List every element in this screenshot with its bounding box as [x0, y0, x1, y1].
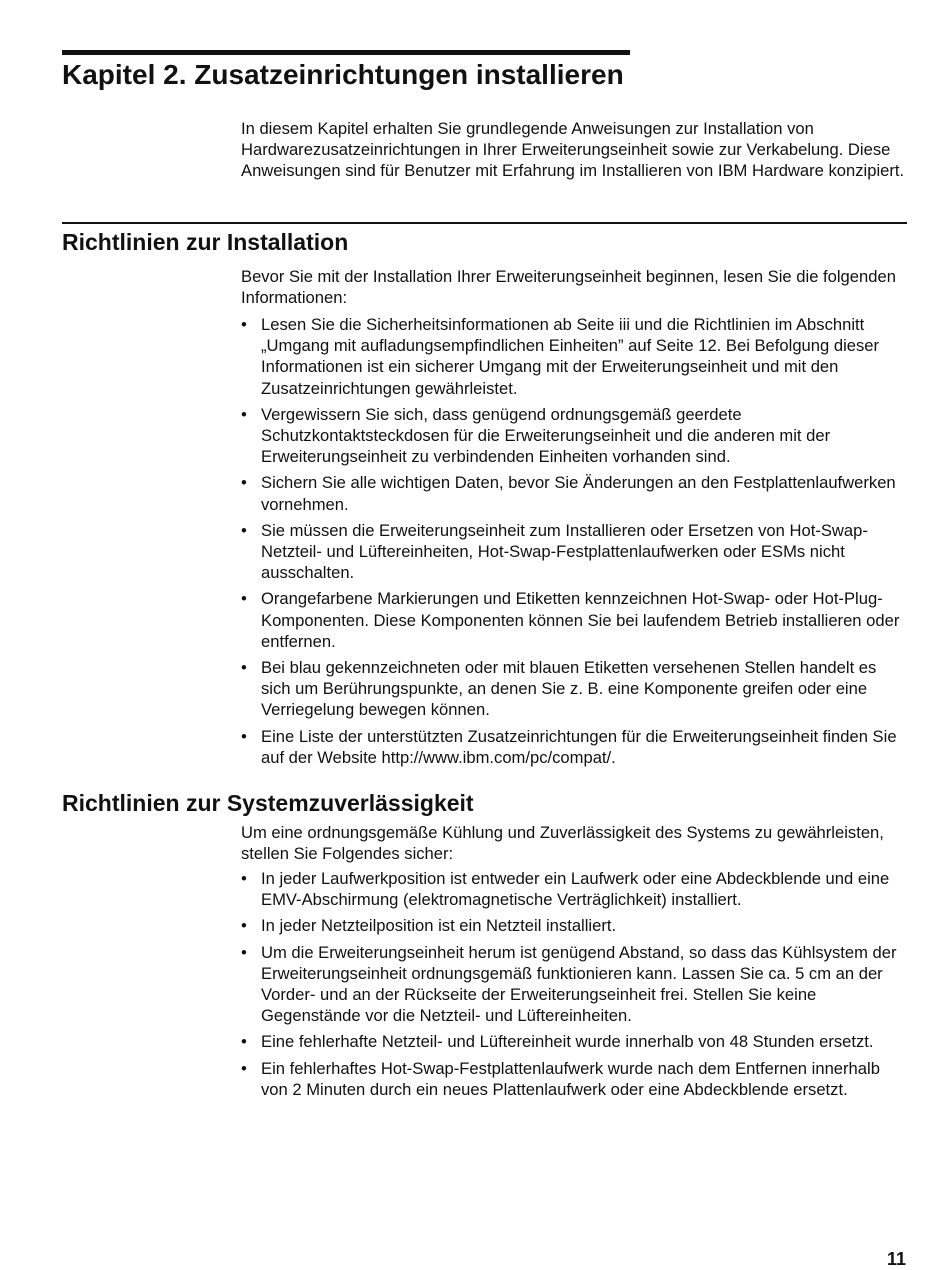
list-item	[241, 868, 905, 910]
bullet: •	[241, 658, 247, 678]
bullet: •	[241, 473, 247, 493]
list-item-text: Sichern Sie alle wichtigen Daten, bevor Sie Änderungen an den Festplattenlaufwerken vornehmen.	[261, 473, 896, 514]
bullet: •	[241, 1058, 247, 1078]
list-item-text: Bei blau gekennzeichneten oder mit blauen Etiketten versehenen Stellen handelt es sich um Berührungspunkte, an denen Sie z. B. eine Komponente greifen oder eine Verriegelung bewegen können.	[261, 658, 877, 720]
bullet: •	[241, 520, 247, 540]
list-item-text: Ein fehlerhaftes Hot-Swap-Festplattenlaufwerk wurde nach dem Entfernen innerhalb von 2 Minuten durch ein neues Plattenlaufwerk oder eine Abdeckblende ersetzt.	[261, 1058, 880, 1099]
reliability-list	[241, 868, 905, 1105]
bullet: •	[241, 404, 247, 424]
page-number: 11	[886, 1249, 906, 1269]
list-item	[241, 1058, 905, 1100]
list-item-text: Eine Liste der unterstützten Zusatzeinrichtungen für die Erweiterungseinheit finden Sie auf der Website http://www.ibm.com/pc/compat/.	[261, 726, 897, 767]
list-item	[241, 657, 905, 721]
installation-heading: Richtlinien zur Installation	[62, 229, 349, 255]
list-item-text: Sie müssen die Erweiterungseinheit zum Installieren oder Ersetzen von Hot-Swap-Netzteil- und Lüftereinheiten, Hot-Swap-Festplattenlaufwerken oder ESMs nicht ausschalten.	[261, 520, 868, 583]
bullet: •	[241, 916, 247, 936]
list-item	[241, 314, 905, 399]
bullet: •	[241, 942, 247, 962]
section-rule	[62, 222, 907, 224]
chapter-rule	[62, 50, 630, 55]
list-item-text: In jeder Netzteilposition ist ein Netzteil installiert.	[261, 916, 617, 936]
list-item-text: Orangefarbene Markierungen und Etiketten kennzeichnen Hot-Swap- oder Hot-Plug-Komponenten. Diese Komponenten können Sie bei laufendem Betrieb installieren oder entfernen.	[261, 589, 900, 651]
list-item	[241, 726, 905, 768]
list-item	[241, 472, 905, 514]
installation-intro: Bevor Sie mit der Installation Ihrer Erweiterungseinheit beginnen, lesen Sie die folgenden Informationen:	[241, 267, 896, 308]
list-item	[241, 404, 905, 468]
list-item-text: Vergewissern Sie sich, dass genügend ordnungsgemäß geerdete Schutzkontaktsteckdosen für die Erweiterungseinheit und die anderen mit der Erweiterungseinheit zu verbindenden Einheiten vorhanden sind.	[261, 404, 831, 467]
bullet: •	[241, 589, 247, 609]
list-item	[241, 588, 905, 652]
reliability-intro: Um eine ordnungsgemäße Kühlung und Zuverlässigkeit des Systems zu gewährleisten, stellen Sie Folgendes sicher:	[241, 823, 884, 864]
list-item-text: Lesen Sie die Sicherheitsinformationen ab Seite iii und die Richtlinien im Abschnitt „Umgang mit aufladungsempfindlichen Einheiten” auf Seite 12. Bei Befolgung dieser Informationen ist ein sicherer Umgang mit der Erweiterungseinheit und mit den Zusatzeinrichtungen gewährleistet.	[261, 315, 880, 398]
list-item	[241, 915, 905, 936]
chapter-title: Kapitel 2. Zusatzeinrichtungen installieren	[62, 59, 624, 90]
bullet: •	[241, 315, 247, 334]
bullet: •	[241, 726, 247, 746]
reliability-heading: Richtlinien zur Systemzuverlässigkeit	[62, 790, 474, 816]
list-item-text: Um die Erweiterungseinheit herum ist genügend Abstand, so dass das Kühlsystem der Erweiterungseinheit ordnungsgemäß funktionieren kann. Lassen Sie ca. 5 cm an der Vorder- und an der Rückseite der Erweiterungseinheit frei. Stellen Sie keine Gegenstände vor die Netzteil- und Lüftereinheiten.	[261, 942, 897, 1026]
list-item-text: Eine fehlerhafte Netzteil- und Lüftereinheit wurde innerhalb von 48 Stunden ersetzt.	[261, 1032, 874, 1052]
list-item	[241, 520, 905, 584]
list-item	[241, 942, 905, 1027]
installation-list	[241, 314, 905, 773]
list-item-text: In jeder Laufwerkposition ist entweder ein Laufwerk oder eine Abdeckblende und eine EMV-Abschirmung (elektromagnetische Verträglichkeit) installiert.	[261, 869, 890, 910]
list-item	[241, 1031, 905, 1052]
bullet: •	[241, 869, 247, 888]
chapter-intro: In diesem Kapitel erhalten Sie grundlegende Anweisungen zur Installation von Hardwarezusatzeinrichtungen in Ihrer Erweiterungseinheit sowie zur Verkabelung. Diese Anweisungen sind für Benutzer mit Erfahrung im Installieren von IBM Hardware konzipiert.	[241, 119, 905, 181]
bullet: •	[241, 1032, 247, 1052]
